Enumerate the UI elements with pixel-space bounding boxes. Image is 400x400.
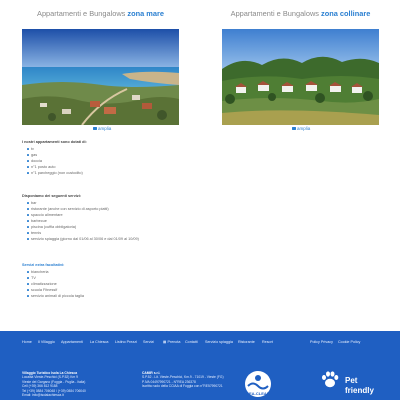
camera-icon [292,127,296,130]
calendar-icon: ▦ [163,340,167,344]
sea-clean-logo[interactable] [244,368,272,400]
list-item: climatizzazione [27,281,302,287]
camera-icon [93,127,97,130]
registry-line: Iscritta ruolo della CCIAA di Foggia con n°RE57990721 [142,384,223,389]
company-info-camir [142,371,242,389]
address-line: Località Vieste-Peschici (S.P.52) Km 9 [22,375,78,380]
list-item: tennis [27,230,302,236]
dotazioni-list [22,146,302,176]
servizi-heading: Disponiamo dei seguenti servizi: [22,194,82,198]
list-item: tv [27,146,302,152]
servizi-list [22,200,302,242]
footer-nav-ristorante[interactable]: Ristorante [238,340,255,344]
pet-friendly-logo [320,370,374,400]
footer-nav-resort[interactable]: Resort [262,340,273,344]
friendly-label: friendly [345,386,374,395]
address-line: Vieste del Gargano (Foggia - Puglia - Italia) [22,379,86,384]
list-item: spaccio alimentare [27,212,302,218]
list-item: biancheria [27,269,302,275]
list-item: bar [27,200,302,206]
vat-line: P.IVA 04497990721 - N°REA 236378 [142,379,196,384]
list-item: gas [27,152,302,158]
list-item: TV [27,275,302,281]
extra-section [22,262,302,299]
title-zona-mare: Appartamenti e Bungalows zona mare [37,9,164,18]
sea-aerial-image [22,29,179,125]
svg-text:SEA-CLEAN: SEA-CLEAN [246,391,270,396]
company-name: CAMIR s.r.l. [142,371,161,375]
footer-nav-appartamenti[interactable]: Appartamenti [61,340,83,344]
phone-line: Cell (+39) 366 812 9188 [22,384,58,389]
list-item: barbecue [27,218,302,224]
zoom-link-collina[interactable]: amplia [292,126,310,131]
list-item: n°1 parcheggio (non custodito) [27,170,302,176]
phone-line: Tel (+39) 0884 706048 / (+39) 0884 706040 [22,388,86,393]
list-item: ristorante (anche con servizio di asporto piatti) [27,206,302,212]
zoom-link-mare[interactable]: amplia [93,126,111,131]
pet-label: Pet [345,376,358,385]
footer-nav-spiaggia[interactable]: Servizio spiaggia [205,340,233,344]
footer-nav-privacy[interactable]: Policy Privacy [310,340,333,344]
extra-heading: Servizi extra facoltativi: [22,263,65,267]
footer-nav-prenota[interactable]: ▦ Prenota [163,340,181,344]
footer-nav-chiesca[interactable]: La Chiesca [90,340,109,344]
pet-friendly-text [345,376,374,396]
extra-list [22,269,302,299]
dotazioni-section [22,139,302,176]
list-item: servizio spiaggia (giorno dal 01/06 al 30/06 e dal 01/09 al 10/09) [27,236,302,242]
email-line: Email: info@isolalachiesca.it [22,393,64,398]
list-item: scuola Fitnessif [27,287,302,293]
paw-icon [320,370,340,390]
photo-zona-collinare[interactable] [222,29,379,125]
footer-nav-home[interactable]: Home [22,340,32,344]
footer-nav-cookie[interactable]: Cookie Policy [338,340,361,344]
footer-nav-servizi[interactable]: Servizi [143,340,155,344]
company-info-village [22,371,132,397]
address-line: S.P.52 - Lit. Vieste-Peschici, Km.9 - 71019 - Vieste (FG) [142,375,224,380]
list-item: piscina (cuffia obbligatoria) [27,224,302,230]
dotazioni-heading: I nostri appartamenti sono dotati di: [22,140,87,144]
list-item: servizio animali di piccola taglia [27,293,302,299]
hillside-bungalows-image [222,29,379,125]
footer-nav-contatti[interactable]: Contatti [185,340,198,344]
photo-zona-mare[interactable] [22,29,179,125]
servizi-section [22,193,302,242]
company-name: Villaggio Turistico Isola La Chiesca [22,371,78,375]
list-item: doccia [27,158,302,164]
title-zona-collinare: Appartamenti e Bungalows zona collinare [230,9,371,18]
footer-nav-villaggio[interactable]: Il Villaggio [38,340,55,344]
list-item: n°1 posto auto [27,164,302,170]
footer-nav-listino[interactable]: Listino Prezzi [115,340,137,344]
